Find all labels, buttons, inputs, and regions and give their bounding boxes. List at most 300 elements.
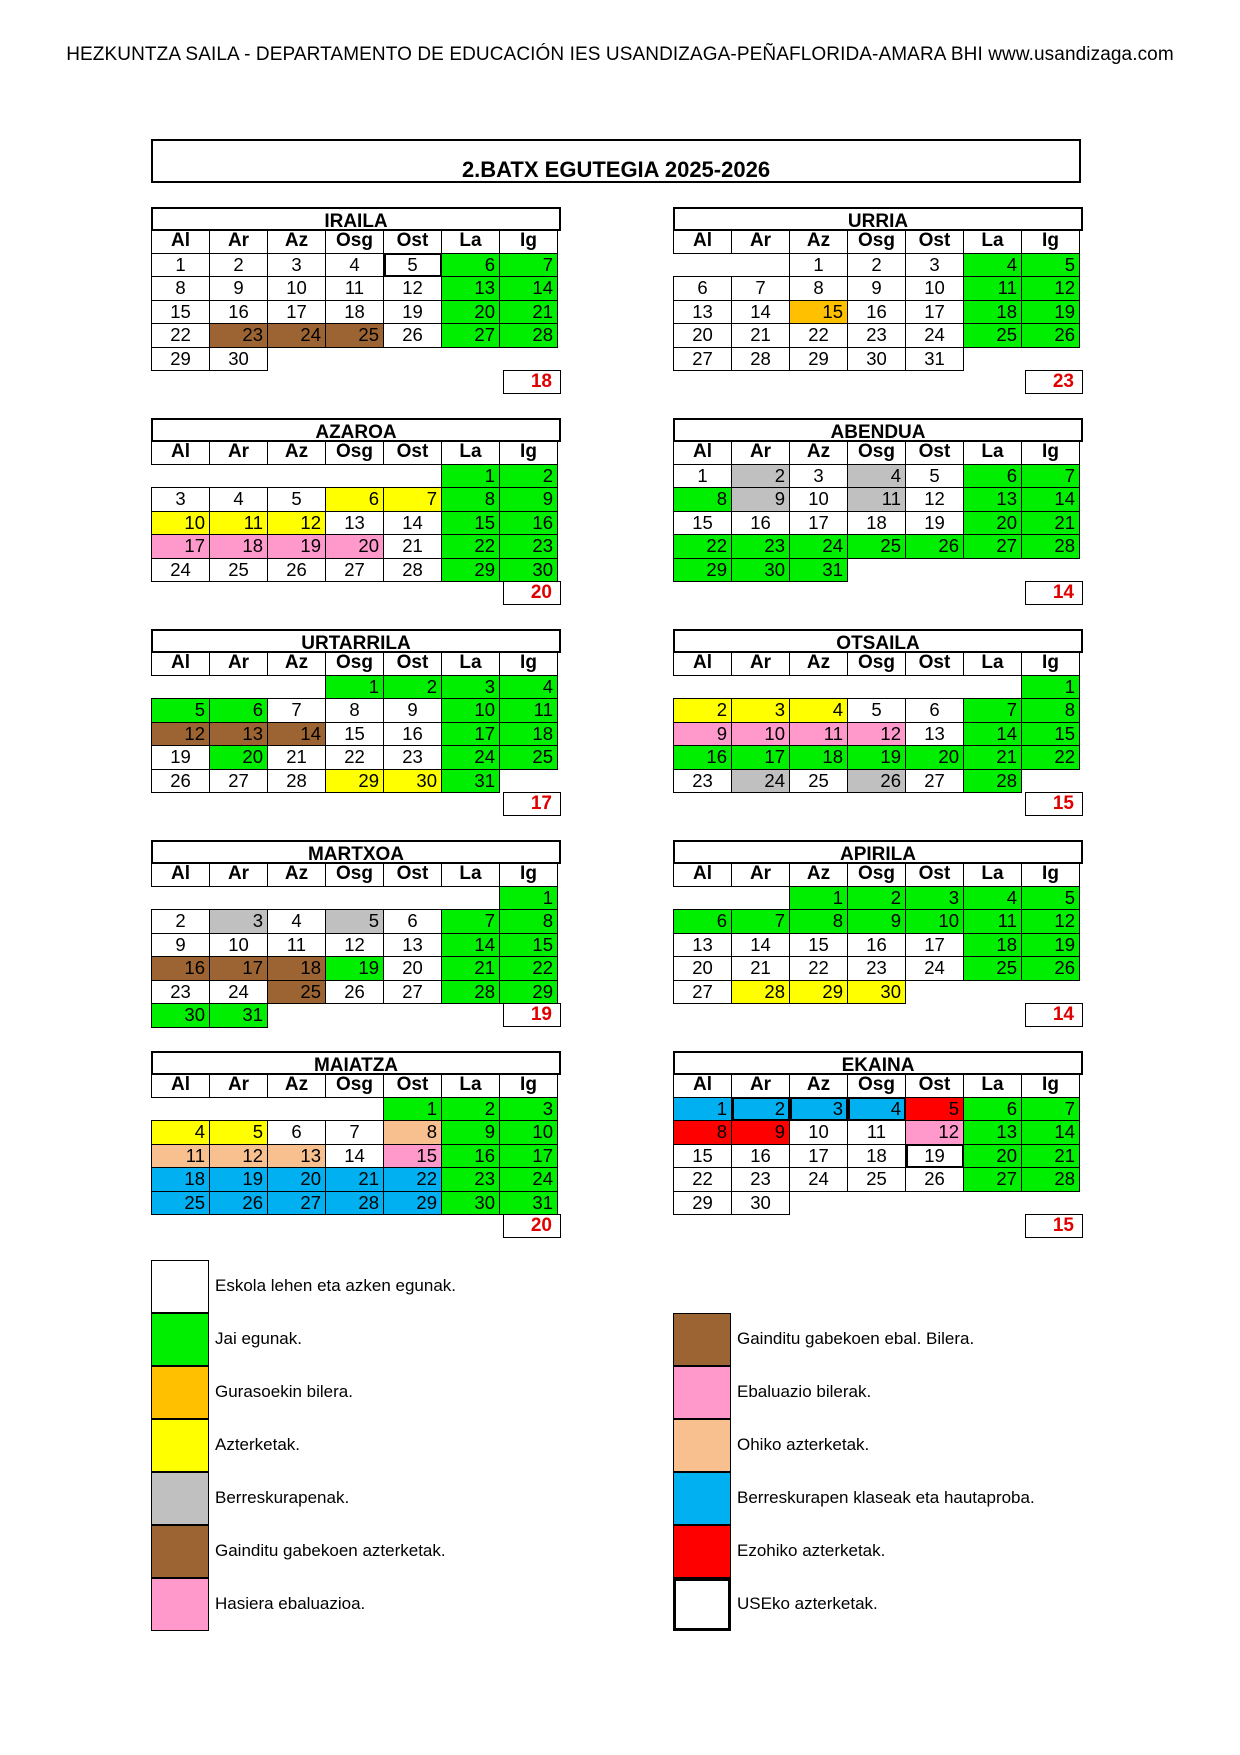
day-cell: 22 xyxy=(790,957,848,981)
empty-cell xyxy=(964,980,1022,1004)
day-cell: 27 xyxy=(384,980,442,1004)
week-row xyxy=(674,488,1080,512)
day-cell: 10 xyxy=(790,488,848,512)
legend-label: Jai egunak. xyxy=(215,1329,302,1348)
day-cell: 5 xyxy=(152,699,210,723)
day-cell: 28 xyxy=(442,980,500,1004)
day-cell: 13 xyxy=(964,488,1022,512)
empty-cell xyxy=(964,1191,1022,1215)
day-cell: 28 xyxy=(964,769,1022,793)
week-row xyxy=(674,769,1080,793)
school-days-count: 15 xyxy=(1025,1214,1083,1238)
school-days-count: 18 xyxy=(503,370,561,394)
day-cell: 21 xyxy=(1022,1144,1080,1168)
day-cell: 19 xyxy=(906,511,964,535)
day-cell: 16 xyxy=(732,1144,790,1168)
weekday-header: Ig xyxy=(500,863,558,887)
day-cell: 15 xyxy=(326,722,384,746)
day-cell: 23 xyxy=(384,746,442,770)
day-cell: 26 xyxy=(906,535,964,559)
empty-cell xyxy=(500,347,558,371)
day-cell: 30 xyxy=(442,1191,500,1215)
month-name: ABENDUA xyxy=(673,418,1083,442)
weekday-header: La xyxy=(442,1074,500,1098)
legend-swatch xyxy=(151,1313,209,1366)
day-cell: 29 xyxy=(500,980,558,1004)
day-cell: 20 xyxy=(674,957,732,981)
day-cell: 20 xyxy=(210,746,268,770)
weekday-header: Ar xyxy=(210,1074,268,1098)
day-cell: 26 xyxy=(326,980,384,1004)
day-cell: 7 xyxy=(442,910,500,934)
day-cell: 1 xyxy=(326,675,384,699)
weekday-header: Ost xyxy=(384,863,442,887)
day-cell: 9 xyxy=(384,699,442,723)
day-cell: 26 xyxy=(1022,957,1080,981)
day-cell: 28 xyxy=(326,1191,384,1215)
weekday-header: Ig xyxy=(1022,441,1080,465)
day-cell: 21 xyxy=(384,535,442,559)
day-cell: 6 xyxy=(964,1097,1022,1121)
day-cell: 25 xyxy=(152,1191,210,1215)
day-cell: 18 xyxy=(210,535,268,559)
day-cell: 12 xyxy=(1022,910,1080,934)
legend-label: Ohiko azterketak. xyxy=(737,1435,870,1454)
day-cell: 30 xyxy=(152,1004,210,1028)
weekday-header: Ost xyxy=(906,230,964,254)
day-cell: 25 xyxy=(268,980,326,1004)
day-cell: 24 xyxy=(442,746,500,770)
weekday-header: Al xyxy=(674,230,732,254)
day-cell: 30 xyxy=(732,1191,790,1215)
week-row xyxy=(152,1097,558,1121)
day-cell: 25 xyxy=(964,324,1022,348)
empty-cell xyxy=(906,980,964,1004)
day-cell: 20 xyxy=(674,324,732,348)
day-cell: 22 xyxy=(674,535,732,559)
empty-cell xyxy=(732,675,790,699)
day-cell: 30 xyxy=(732,558,790,582)
weekday-header: Al xyxy=(674,1074,732,1098)
day-cell: 19 xyxy=(210,1168,268,1192)
day-cell: 7 xyxy=(326,1121,384,1145)
day-cell: 29 xyxy=(442,558,500,582)
weekday-header: Ar xyxy=(210,441,268,465)
day-cell: 9 xyxy=(442,1121,500,1145)
weekday-header: Ar xyxy=(732,652,790,676)
legend-label: Berreskurapenak. xyxy=(215,1488,350,1507)
month-name: MARTXOA xyxy=(151,840,561,864)
day-cell: 23 xyxy=(674,769,732,793)
day-cell: 28 xyxy=(1022,535,1080,559)
weekday-header: Ar xyxy=(732,441,790,465)
day-cell: 1 xyxy=(152,253,210,277)
empty-cell xyxy=(790,675,848,699)
day-cell: 24 xyxy=(152,558,210,582)
day-cell: 10 xyxy=(442,699,500,723)
weekday-header: Osg xyxy=(848,863,906,887)
weekday-header: La xyxy=(442,230,500,254)
weekday-header: Ost xyxy=(384,230,442,254)
empty-cell xyxy=(442,347,500,371)
day-cell: 1 xyxy=(384,1097,442,1121)
day-cell: 8 xyxy=(674,488,732,512)
day-cell: 31 xyxy=(500,1191,558,1215)
day-cell: 17 xyxy=(906,300,964,324)
day-cell: 13 xyxy=(674,933,732,957)
day-cell: 19 xyxy=(326,957,384,981)
day-cell: 28 xyxy=(500,324,558,348)
day-cell: 12 xyxy=(384,277,442,301)
day-cell: 17 xyxy=(732,746,790,770)
week-row xyxy=(674,511,1080,535)
page-title: 2.BATX EGUTEGIA 2025-2026 xyxy=(461,157,771,182)
empty-cell xyxy=(790,1191,848,1215)
weekday-header: La xyxy=(442,441,500,465)
day-cell: 4 xyxy=(848,1097,906,1121)
day-cell: 22 xyxy=(500,957,558,981)
day-cell: 15 xyxy=(152,300,210,324)
empty-cell xyxy=(964,347,1022,371)
month-grid xyxy=(151,1073,558,1215)
day-cell: 2 xyxy=(848,253,906,277)
day-cell: 14 xyxy=(964,722,1022,746)
day-cell: 27 xyxy=(674,347,732,371)
day-cell: 19 xyxy=(268,535,326,559)
school-days-count: 15 xyxy=(1025,792,1083,816)
weekday-header: Az xyxy=(268,652,326,676)
day-cell: 16 xyxy=(500,511,558,535)
day-cell: 9 xyxy=(732,488,790,512)
day-cell: 30 xyxy=(848,347,906,371)
week-row xyxy=(152,722,558,746)
legend-label: USEko azterketak. xyxy=(737,1594,878,1613)
day-cell: 24 xyxy=(210,980,268,1004)
empty-cell xyxy=(906,1191,964,1215)
day-cell: 12 xyxy=(906,488,964,512)
empty-cell xyxy=(1022,1191,1080,1215)
school-days-count: 14 xyxy=(1025,581,1083,605)
day-cell: 8 xyxy=(326,699,384,723)
day-cell: 12 xyxy=(326,933,384,957)
day-cell: 3 xyxy=(906,253,964,277)
day-cell: 9 xyxy=(848,910,906,934)
day-cell: 25 xyxy=(848,535,906,559)
month-name: EKAINA xyxy=(673,1051,1083,1075)
day-cell: 21 xyxy=(326,1168,384,1192)
empty-cell xyxy=(848,558,906,582)
day-cell: 5 xyxy=(268,488,326,512)
day-cell: 25 xyxy=(790,769,848,793)
day-cell: 19 xyxy=(1022,300,1080,324)
day-cell: 30 xyxy=(384,769,442,793)
weekday-header: Ig xyxy=(500,441,558,465)
day-cell: 6 xyxy=(906,699,964,723)
legend-label: Gainditu gabekoen azterketak. xyxy=(215,1541,446,1560)
legend-label: Gurasoekin bilera. xyxy=(215,1382,353,1401)
day-cell: 11 xyxy=(210,511,268,535)
empty-cell xyxy=(326,886,384,910)
day-cell: 8 xyxy=(384,1121,442,1145)
empty-cell xyxy=(152,464,210,488)
week-row xyxy=(152,933,558,957)
week-row xyxy=(674,347,1080,371)
day-cell: 30 xyxy=(210,347,268,371)
day-cell: 11 xyxy=(964,910,1022,934)
day-cell: 1 xyxy=(674,1097,732,1121)
day-cell: 7 xyxy=(1022,464,1080,488)
day-cell: 28 xyxy=(268,769,326,793)
day-cell: 8 xyxy=(500,910,558,934)
school-days-count: 17 xyxy=(503,792,561,816)
day-cell: 8 xyxy=(152,277,210,301)
day-cell: 17 xyxy=(210,957,268,981)
day-cell: 10 xyxy=(500,1121,558,1145)
empty-cell xyxy=(1022,347,1080,371)
day-cell: 1 xyxy=(500,886,558,910)
day-cell: 24 xyxy=(906,324,964,348)
day-cell: 23 xyxy=(848,957,906,981)
day-cell: 2 xyxy=(674,699,732,723)
day-cell: 20 xyxy=(964,1144,1022,1168)
day-cell: 17 xyxy=(906,933,964,957)
empty-cell xyxy=(384,886,442,910)
week-row xyxy=(152,253,558,277)
day-cell: 12 xyxy=(268,511,326,535)
day-cell: 19 xyxy=(906,1144,964,1168)
week-row xyxy=(152,886,558,910)
day-cell: 27 xyxy=(210,769,268,793)
day-cell: 20 xyxy=(268,1168,326,1192)
day-cell: 9 xyxy=(500,488,558,512)
day-cell: 27 xyxy=(964,1168,1022,1192)
day-cell: 14 xyxy=(732,300,790,324)
legend-label: Gainditu gabekoen ebal. Bilera. xyxy=(737,1329,975,1348)
week-row xyxy=(152,511,558,535)
day-cell: 27 xyxy=(442,324,500,348)
legend-label: Ebaluazio bilerak. xyxy=(737,1382,872,1401)
day-cell: 18 xyxy=(790,746,848,770)
week-row xyxy=(152,300,558,324)
day-cell: 7 xyxy=(1022,1097,1080,1121)
empty-cell xyxy=(268,1004,326,1028)
week-row xyxy=(674,324,1080,348)
day-cell: 4 xyxy=(500,675,558,699)
empty-cell xyxy=(906,558,964,582)
week-row xyxy=(152,1144,558,1168)
day-cell: 14 xyxy=(1022,488,1080,512)
day-cell: 21 xyxy=(1022,511,1080,535)
legend-swatch xyxy=(673,1578,731,1631)
empty-cell xyxy=(210,464,268,488)
day-cell: 3 xyxy=(906,886,964,910)
day-cell: 20 xyxy=(384,957,442,981)
weekday-header: La xyxy=(442,652,500,676)
day-cell: 18 xyxy=(848,1144,906,1168)
weekday-header: La xyxy=(964,441,1022,465)
weekday-header: Al xyxy=(152,652,210,676)
week-row xyxy=(674,675,1080,699)
day-cell: 8 xyxy=(442,488,500,512)
day-cell: 6 xyxy=(674,277,732,301)
weekday-header: Az xyxy=(790,1074,848,1098)
day-cell: 26 xyxy=(384,324,442,348)
day-cell: 2 xyxy=(732,1097,790,1121)
day-cell: 7 xyxy=(964,699,1022,723)
day-cell: 10 xyxy=(152,511,210,535)
day-cell: 6 xyxy=(326,488,384,512)
day-cell: 9 xyxy=(732,1121,790,1145)
weekday-header: Ar xyxy=(732,230,790,254)
weekday-header: Al xyxy=(152,863,210,887)
day-cell: 11 xyxy=(848,488,906,512)
day-cell: 27 xyxy=(906,769,964,793)
day-cell: 24 xyxy=(732,769,790,793)
day-cell: 2 xyxy=(152,910,210,934)
month-name: APIRILA xyxy=(673,840,1083,864)
day-cell: 12 xyxy=(906,1121,964,1145)
legend-swatch xyxy=(151,1366,209,1419)
day-cell: 3 xyxy=(790,1097,848,1121)
week-row xyxy=(674,253,1080,277)
week-row xyxy=(152,980,558,1004)
empty-cell xyxy=(384,464,442,488)
week-row xyxy=(674,886,1080,910)
legend-label: Eskola lehen eta azken egunak. xyxy=(215,1276,457,1295)
week-row xyxy=(152,535,558,559)
day-cell: 8 xyxy=(790,277,848,301)
day-cell: 18 xyxy=(848,511,906,535)
week-row xyxy=(674,957,1080,981)
day-cell: 11 xyxy=(500,699,558,723)
day-cell: 14 xyxy=(326,1144,384,1168)
page-header: HEZKUNTZA SAILA - DEPARTAMENTO DE EDUCACIÓN IES USANDIZAGA-PEÑAFLORIDA-AMARA BHI www.usandizaga.com xyxy=(66,44,1174,65)
week-row xyxy=(674,277,1080,301)
day-cell: 19 xyxy=(1022,933,1080,957)
weekday-header: Az xyxy=(790,441,848,465)
week-row xyxy=(152,1191,558,1215)
day-cell: 20 xyxy=(326,535,384,559)
day-cell: 9 xyxy=(152,933,210,957)
empty-cell xyxy=(210,886,268,910)
weekday-header: Az xyxy=(268,863,326,887)
day-cell: 18 xyxy=(964,933,1022,957)
day-cell: 15 xyxy=(674,511,732,535)
day-cell: 2 xyxy=(500,464,558,488)
day-cell: 18 xyxy=(268,957,326,981)
weekday-header: Az xyxy=(268,441,326,465)
day-cell: 15 xyxy=(384,1144,442,1168)
day-cell: 27 xyxy=(268,1191,326,1215)
day-cell: 23 xyxy=(442,1168,500,1192)
weekday-header: Al xyxy=(674,863,732,887)
legend-swatch xyxy=(673,1419,731,1472)
day-cell: 13 xyxy=(906,722,964,746)
weekday-header: Ar xyxy=(210,652,268,676)
day-cell: 19 xyxy=(384,300,442,324)
day-cell: 31 xyxy=(906,347,964,371)
month-grid xyxy=(151,651,558,793)
day-cell: 1 xyxy=(1022,675,1080,699)
day-cell: 11 xyxy=(848,1121,906,1145)
empty-cell xyxy=(384,1004,442,1028)
weekday-header: Osg xyxy=(848,1074,906,1098)
day-cell: 5 xyxy=(1022,886,1080,910)
day-cell: 22 xyxy=(326,746,384,770)
weekday-header: Az xyxy=(268,1074,326,1098)
empty-cell xyxy=(732,253,790,277)
empty-cell xyxy=(848,675,906,699)
day-cell: 28 xyxy=(1022,1168,1080,1192)
legend-label: Hasiera ebaluazioa. xyxy=(215,1594,366,1613)
month-grid xyxy=(673,1073,1080,1215)
empty-cell xyxy=(326,1097,384,1121)
day-cell: 4 xyxy=(790,699,848,723)
legend-label: Berreskurapen klaseak eta hautaproba. xyxy=(737,1488,1035,1507)
day-cell: 7 xyxy=(732,910,790,934)
day-cell: 2 xyxy=(848,886,906,910)
empty-cell xyxy=(964,675,1022,699)
weekday-header: Ost xyxy=(384,441,442,465)
week-row xyxy=(152,769,558,793)
empty-cell xyxy=(326,347,384,371)
day-cell: 15 xyxy=(442,511,500,535)
day-cell: 31 xyxy=(790,558,848,582)
day-cell: 21 xyxy=(268,746,326,770)
day-cell: 22 xyxy=(152,324,210,348)
legend-swatch xyxy=(673,1472,731,1525)
day-cell: 15 xyxy=(790,300,848,324)
week-row xyxy=(674,558,1080,582)
weekday-header: Al xyxy=(152,230,210,254)
empty-cell xyxy=(268,464,326,488)
week-row xyxy=(674,933,1080,957)
month-grid xyxy=(151,229,558,371)
empty-cell xyxy=(268,675,326,699)
day-cell: 24 xyxy=(790,1168,848,1192)
day-cell: 5 xyxy=(906,464,964,488)
day-cell: 17 xyxy=(790,511,848,535)
day-cell: 22 xyxy=(442,535,500,559)
empty-cell xyxy=(848,1191,906,1215)
day-cell: 5 xyxy=(384,253,442,277)
empty-cell xyxy=(152,1097,210,1121)
weekday-header: Al xyxy=(152,441,210,465)
weekday-header: Osg xyxy=(326,1074,384,1098)
day-cell: 20 xyxy=(964,511,1022,535)
day-cell: 15 xyxy=(1022,722,1080,746)
school-days-count: 23 xyxy=(1025,370,1083,394)
week-row xyxy=(152,324,558,348)
weekday-header: Ost xyxy=(906,1074,964,1098)
day-cell: 5 xyxy=(1022,253,1080,277)
day-cell: 13 xyxy=(674,300,732,324)
day-cell: 21 xyxy=(442,957,500,981)
week-row xyxy=(152,277,558,301)
day-cell: 7 xyxy=(268,699,326,723)
month-grid xyxy=(151,862,558,1028)
day-cell: 10 xyxy=(732,722,790,746)
weekday-header: Osg xyxy=(848,441,906,465)
day-cell: 26 xyxy=(152,769,210,793)
weekday-header: Al xyxy=(674,441,732,465)
day-cell: 2 xyxy=(384,675,442,699)
day-cell: 1 xyxy=(442,464,500,488)
day-cell: 7 xyxy=(732,277,790,301)
empty-cell xyxy=(268,1097,326,1121)
day-cell: 9 xyxy=(210,277,268,301)
day-cell: 17 xyxy=(152,535,210,559)
